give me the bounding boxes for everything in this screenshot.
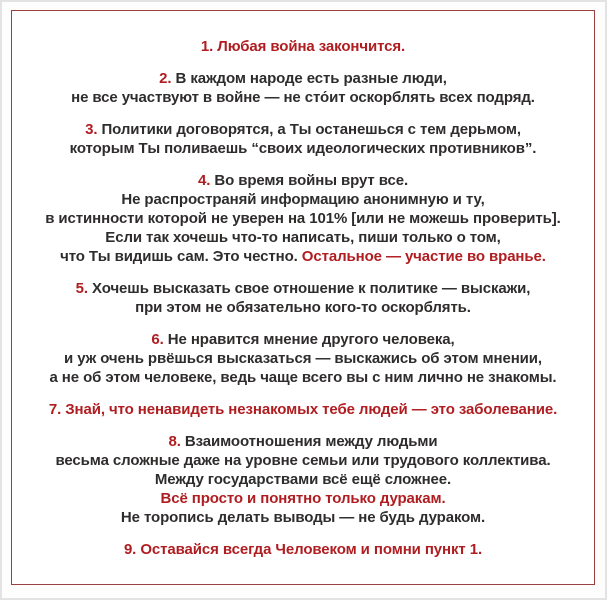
accent-text: 5.: [75, 280, 93, 297]
rule-item-7: [26, 400, 580, 419]
rule-line: [26, 432, 580, 451]
rule-line: [26, 330, 580, 349]
rule-line: [26, 120, 580, 139]
accent-text: 6.: [151, 331, 168, 348]
accent-text: 2.: [159, 70, 176, 87]
rule-line: [26, 489, 580, 508]
body-text: Во время войны врут все.: [214, 172, 409, 189]
body-text: Не распространяй информацию анонимную и ту,: [121, 191, 485, 208]
body-text: а не об этом человеке, ведь чаще всего вы с ним лично не знакомы.: [49, 369, 557, 386]
body-text: Политики договорятся, а Ты останешься с тем дерьмом,: [101, 121, 521, 138]
body-text: Если так хочешь что-то написать, пиши только о том,: [105, 229, 501, 246]
body-text: В каждом народе есть разные люди,: [175, 70, 447, 87]
accent-text: Остальное — участие во вранье.: [301, 248, 546, 265]
rule-item-1: [26, 37, 580, 56]
accent-text: 3.: [85, 121, 102, 138]
rule-item-2: [26, 69, 580, 107]
body-text: при этом не обязательно кого-то оскорблять.: [135, 299, 471, 316]
body-text: весьма сложные даже на уровне семьи или трудового коллектива.: [55, 452, 551, 469]
body-text: и уж очень рвёшься высказаться — выскажись об этом мнении,: [64, 350, 542, 367]
body-text: Хочешь высказать свое отношение к политике — выскажи,: [92, 280, 531, 297]
rule-item-5: [26, 279, 580, 317]
accent-text: Всё просто и понятно только дуракам.: [160, 490, 446, 507]
rules-list: [12, 11, 594, 584]
rule-line: [26, 69, 580, 88]
rule-line: [26, 470, 580, 489]
body-text: что Ты видишь сам. Это честно.: [60, 248, 302, 265]
accent-text: 9. Оставайся всегда Человеком и помни пункт 1.: [123, 541, 483, 558]
rule-line: [26, 37, 580, 56]
rule-line: [26, 349, 580, 368]
accent-text: 4.: [197, 172, 215, 189]
rule-item-8: [26, 432, 580, 527]
rule-line: [26, 279, 580, 298]
body-text: не все участвуют в войне — не сто́ит оскорблять всех подряд.: [71, 89, 535, 106]
poster-frame: [11, 10, 595, 585]
body-text: Не нравится мнение другого человека,: [167, 331, 455, 348]
body-text: Между государствами всё ещё сложнее.: [154, 471, 452, 488]
body-text: Взаимоотношения между людьми: [184, 433, 438, 450]
accent-text: 1. Любая война закончится.: [200, 38, 406, 55]
rule-item-6: [26, 330, 580, 387]
rule-item-4: [26, 171, 580, 266]
rule-line: [26, 209, 580, 228]
rule-line: [26, 540, 580, 559]
rule-line: [26, 247, 580, 266]
rule-line: [26, 400, 580, 419]
body-text: Не торопись делать выводы — не будь дураком.: [120, 509, 486, 526]
rule-line: [26, 139, 580, 158]
rule-line: [26, 368, 580, 387]
accent-text: 8.: [168, 433, 185, 450]
accent-text: 7. Знай, что ненавидеть незнакомых тебе людей — это заболевание.: [48, 401, 558, 418]
rule-line: [26, 171, 580, 190]
body-text: в истинности которой не уверен на 101% [или не можешь проверить].: [45, 210, 561, 227]
rule-line: [26, 508, 580, 527]
rule-item-3: [26, 120, 580, 158]
rule-line: [26, 451, 580, 470]
rule-line: [26, 88, 580, 107]
rule-item-9: [26, 540, 580, 559]
rule-line: [26, 190, 580, 209]
rule-line: [26, 228, 580, 247]
rule-line: [26, 298, 580, 317]
body-text: которым Ты поливаешь “своих идеологических противников”.: [69, 140, 537, 157]
